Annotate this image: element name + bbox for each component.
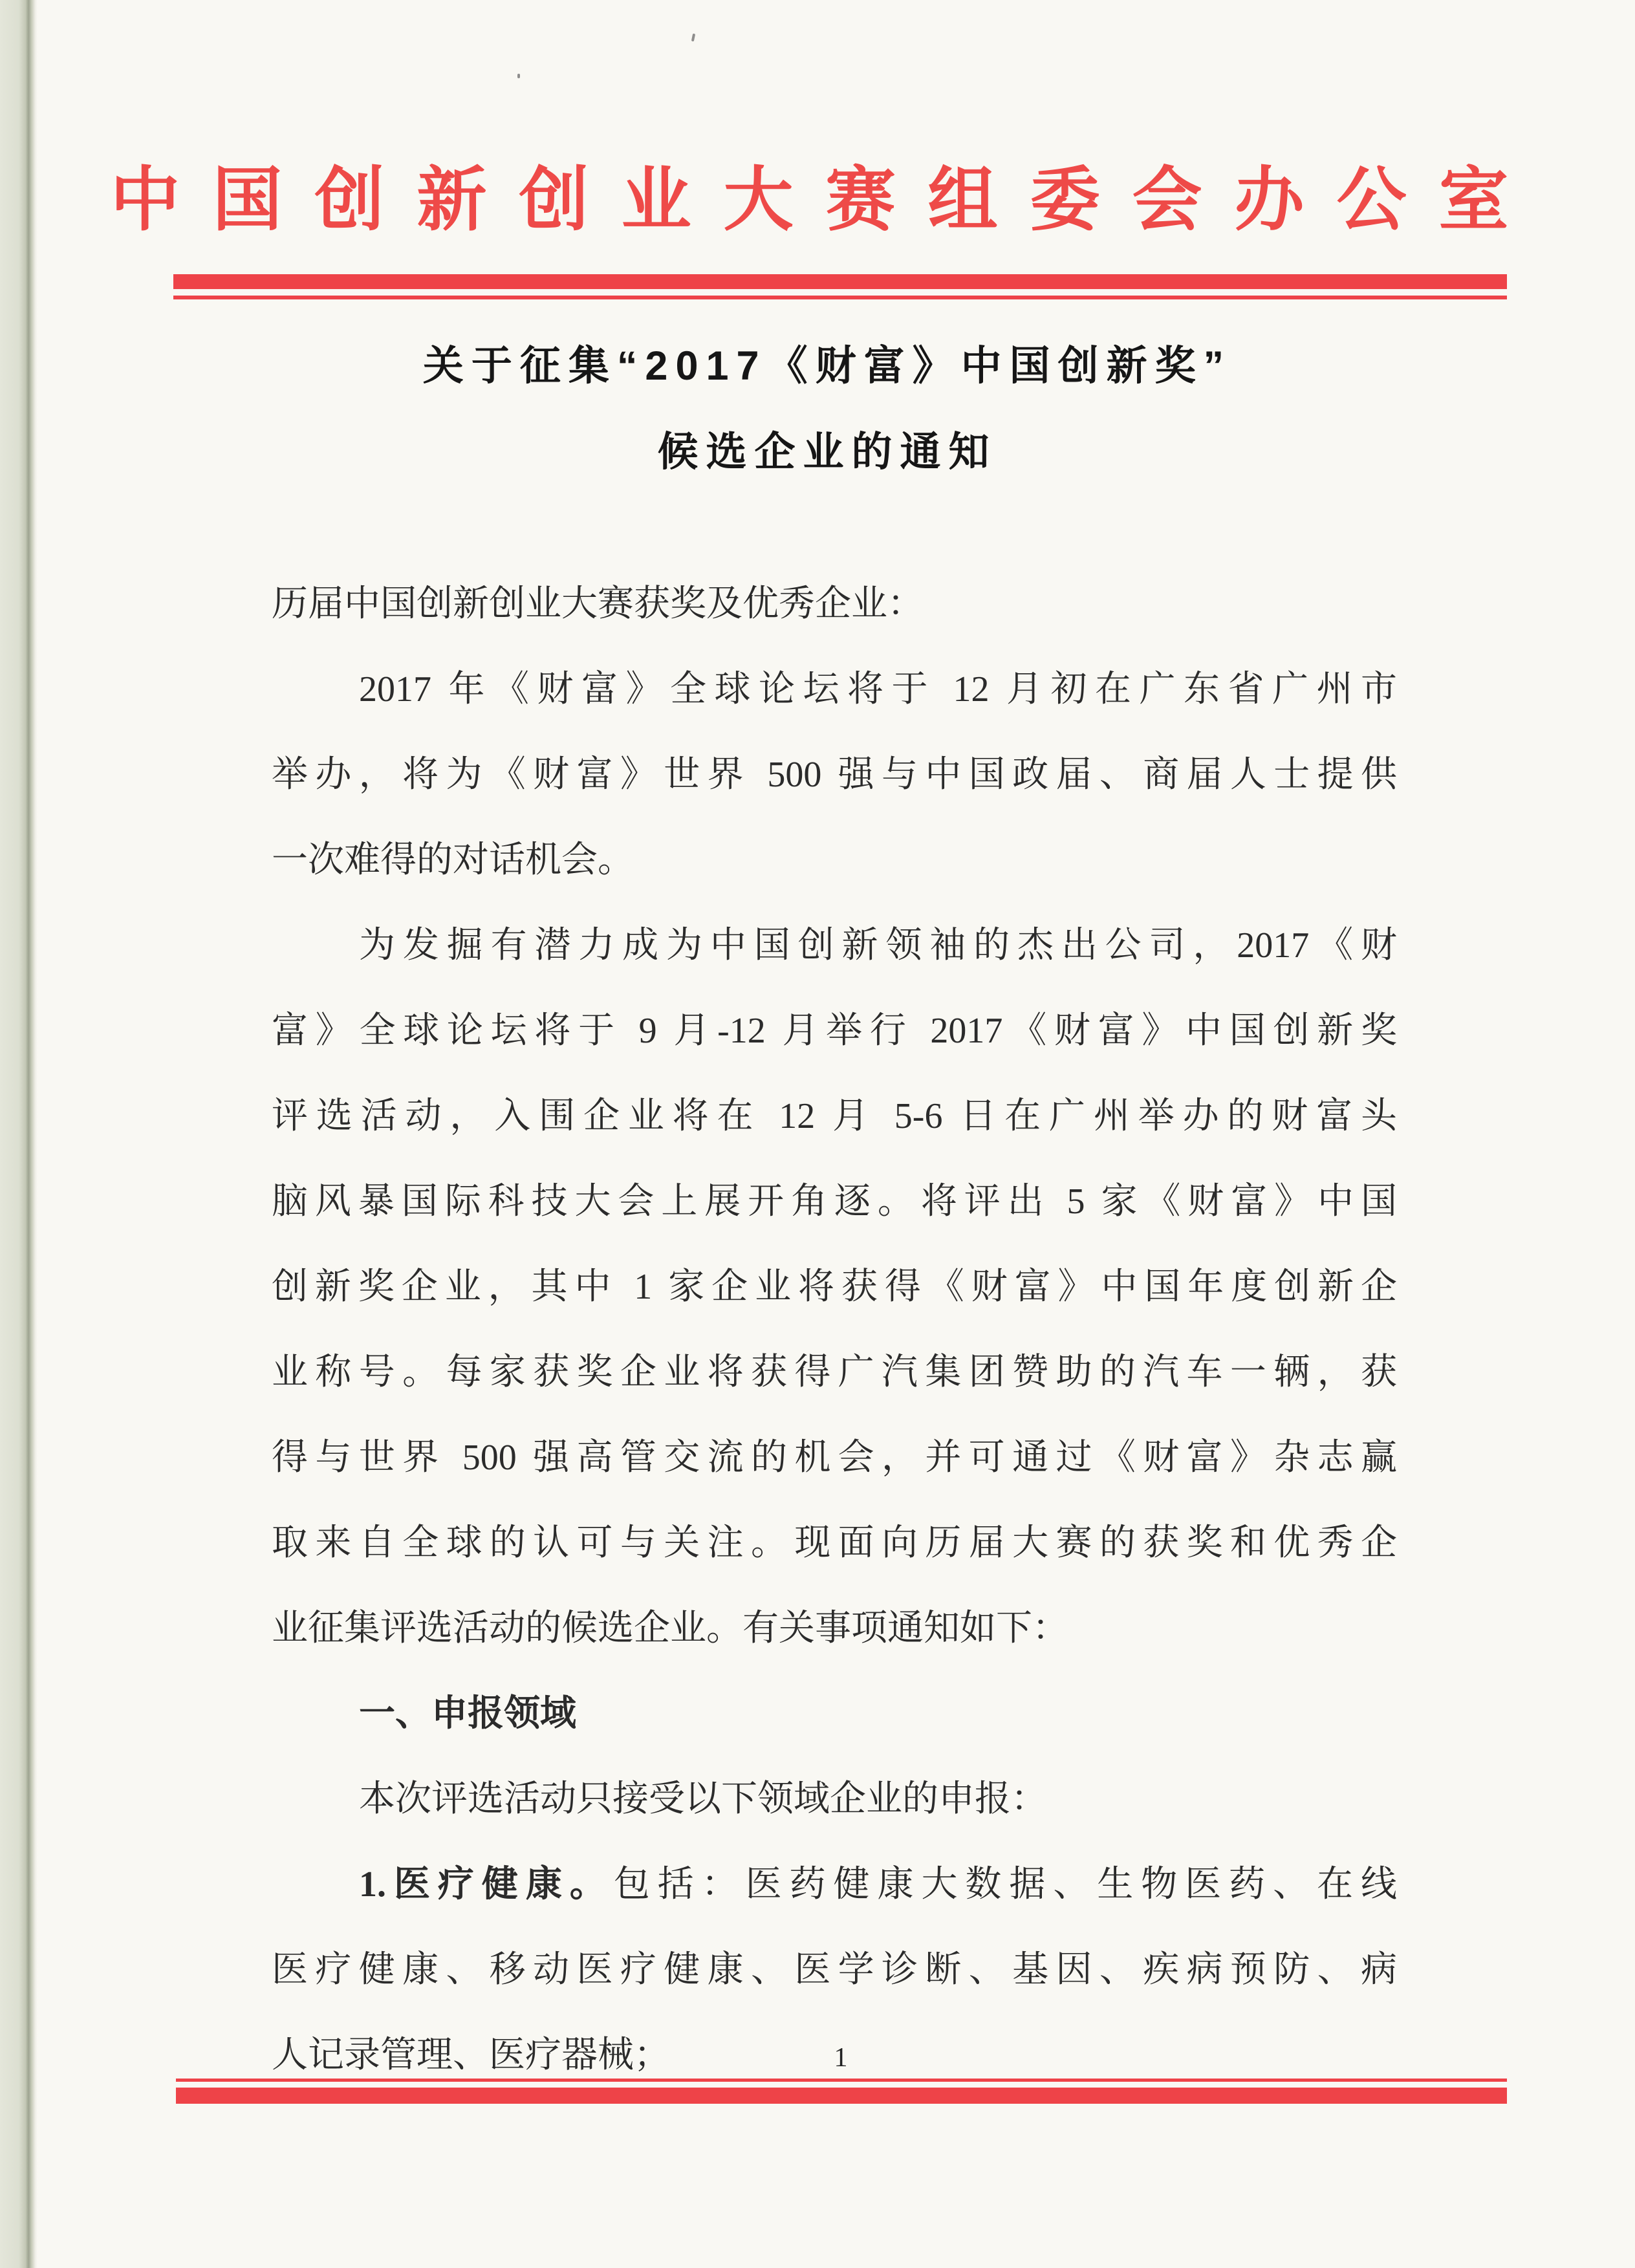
body-line bbox=[272, 1500, 1397, 1586]
body-line bbox=[272, 647, 1397, 732]
scan-speck bbox=[691, 34, 695, 42]
body-line bbox=[272, 1330, 1397, 1415]
body-segment: 历届中国创新创业大赛获奖及优秀企业： bbox=[272, 584, 924, 624]
header-rule-thin bbox=[173, 296, 1507, 299]
body-segment: 为发掘有潜力成为中国创新领袖的杰出公司，2017《财 bbox=[359, 925, 1397, 966]
body-line bbox=[272, 1756, 1397, 1842]
body-segment: 创新奖企业，其中 1 家企业将获得《财富》中国年度创新企 bbox=[272, 1267, 1397, 1307]
document-title-line2: 候选企业的通知 bbox=[657, 429, 997, 475]
scan-speck bbox=[517, 74, 520, 78]
body-segment: 得与世界 500 强高管交流的机会，并可通过《财富》杂志赢 bbox=[272, 1438, 1397, 1478]
body-line bbox=[272, 988, 1397, 1074]
body-segment: 包括：医药健康大数据、生物医药、在线 bbox=[613, 1864, 1398, 1905]
body-line bbox=[272, 1927, 1397, 2013]
body-line bbox=[272, 903, 1397, 988]
body-segment: 人记录管理、医疗器械； bbox=[272, 2035, 670, 2075]
body-segment: 本次评选活动只接受以下领域企业的申报： bbox=[359, 1779, 1047, 1819]
body-segment: 业征集评选活动的候选企业。有关事项通知如下： bbox=[272, 1608, 1068, 1648]
body-line bbox=[272, 817, 1397, 903]
body-line bbox=[272, 732, 1397, 817]
body-segment: 脑风暴国际科技大会上展开角逐。将评出 5 家《财富》中国 bbox=[272, 1182, 1398, 1222]
header-rule-thick bbox=[173, 274, 1507, 289]
document-title-line1: 关于征集“2017《财富》中国创新奖” bbox=[422, 343, 1232, 389]
body-segment-bold: 1.医疗健康。 bbox=[359, 1864, 614, 1905]
body-segment: 富》全球论坛将于 9 月-12 月举行 2017《财富》中国创新奖 bbox=[272, 1011, 1397, 1051]
body-text bbox=[272, 561, 1397, 2098]
body-segment: 业称号。每家获奖企业将获得广汽集团赞助的汽车一辆，获 bbox=[272, 1352, 1397, 1392]
body-line bbox=[272, 1074, 1397, 1159]
letterhead-title: 中国创新创业大赛组委会办公室 bbox=[110, 162, 1541, 239]
body-line bbox=[272, 1842, 1397, 1927]
page-number: 1 bbox=[834, 2043, 848, 2073]
body-segment: 一次难得的对话机会。 bbox=[272, 840, 634, 880]
body-segment: 医疗健康、移动医疗健康、医学诊断、基因、疾病预防、病 bbox=[272, 1950, 1397, 1990]
body-segment: 举办，将为《财富》世界 500 强与中国政届、商届人士提供 bbox=[272, 755, 1397, 795]
body-line bbox=[272, 1415, 1397, 1500]
body-line bbox=[272, 1586, 1397, 1671]
body-line bbox=[272, 561, 1397, 647]
body-line bbox=[272, 1244, 1397, 1330]
body-line bbox=[272, 1671, 1397, 1756]
body-segment: 评选活动，入围企业将在 12 月 5-6 日在广州举办的财富头 bbox=[272, 1096, 1397, 1136]
body-segment: 取来自全球的认可与关注。现面向历届大赛的获奖和优秀企 bbox=[272, 1523, 1397, 1563]
body-segment: 2017 年《财富》全球论坛将于 12 月初在广东省广州市 bbox=[359, 669, 1397, 709]
footer-rule-thin bbox=[176, 2079, 1507, 2082]
body-line bbox=[272, 1159, 1397, 1244]
footer-rule-thick bbox=[176, 2088, 1507, 2104]
body-segment-bold: 一、申报领域 bbox=[359, 1694, 576, 1734]
